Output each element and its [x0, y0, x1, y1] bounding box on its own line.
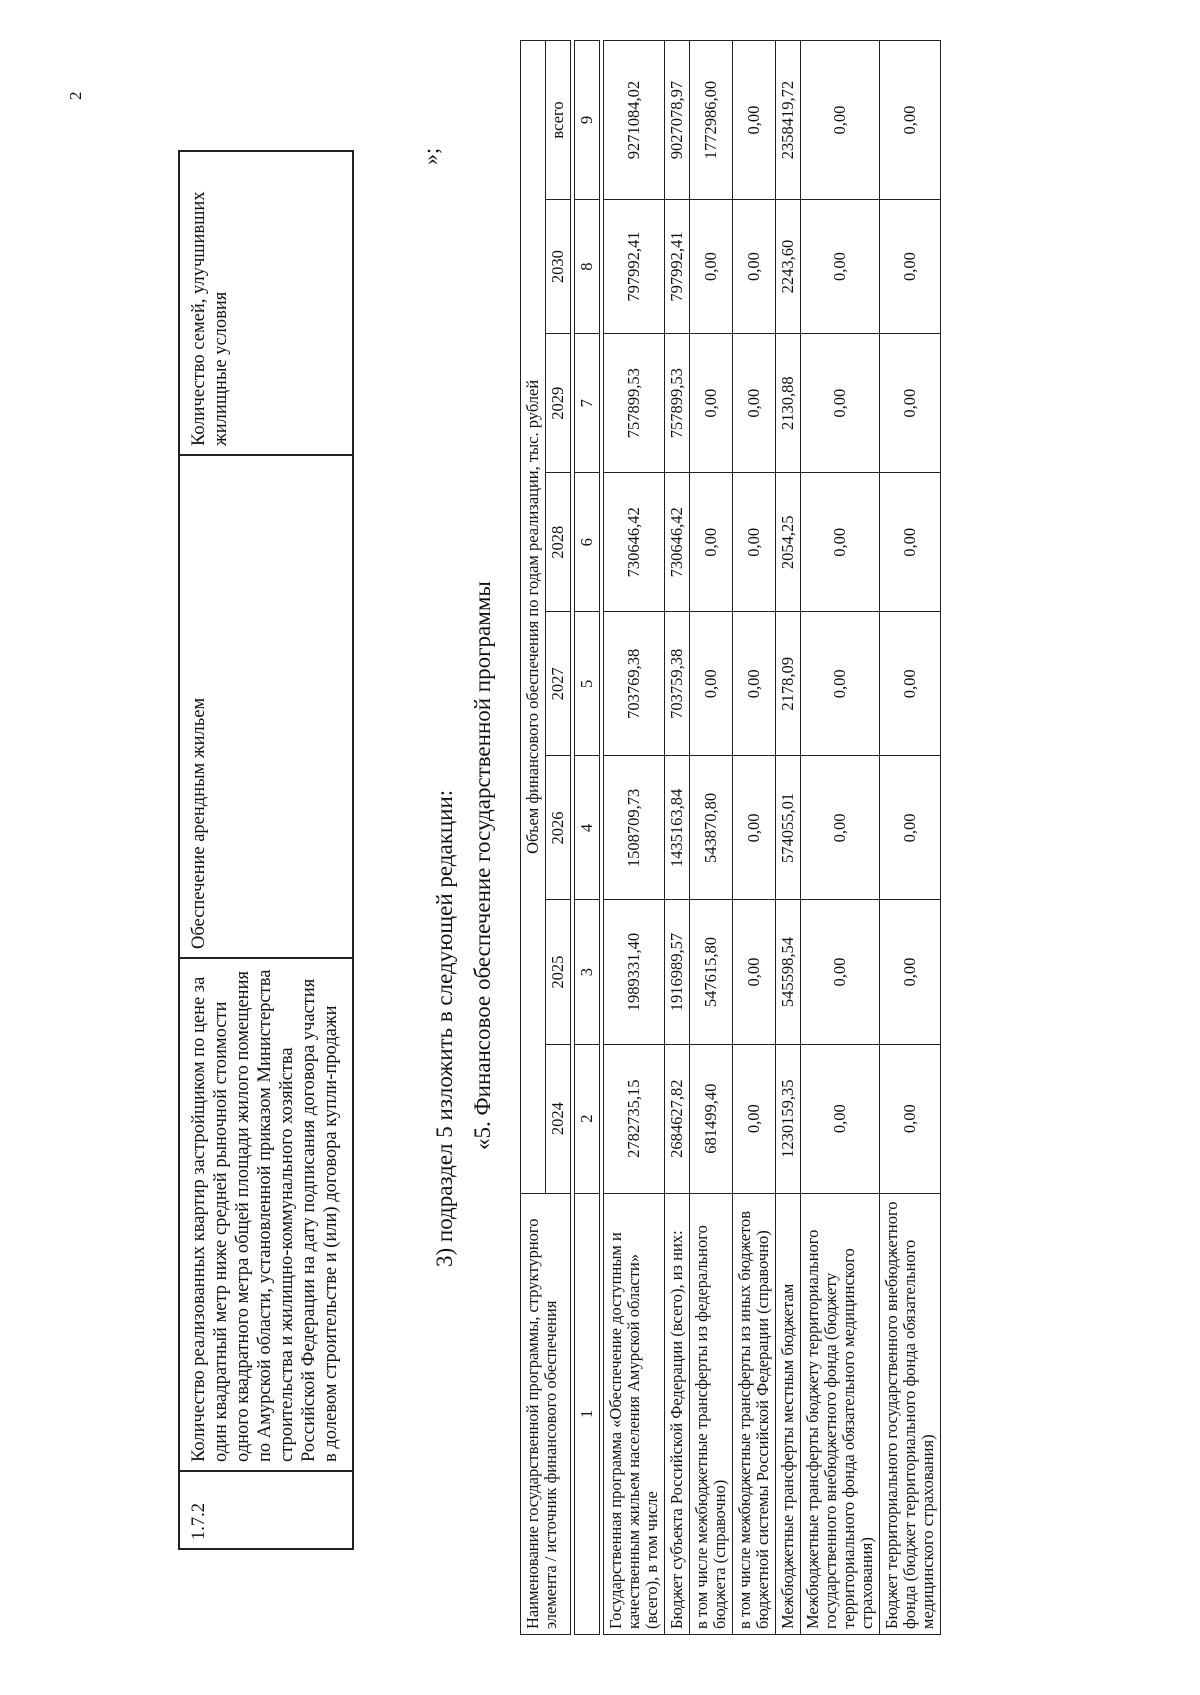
header-year: 2024 — [546, 1044, 571, 1193]
cell-2024: 0,00 — [733, 1044, 776, 1193]
column-number: 2 — [575, 1044, 600, 1193]
cell-2024: 2684627,82 — [665, 1044, 690, 1193]
table-row — [604, 41, 665, 1635]
cell-2024: 0,00 — [801, 1044, 880, 1193]
header-year: 2026 — [546, 756, 571, 900]
cell-2030: 2243,60 — [776, 199, 801, 333]
column-number: 5 — [575, 612, 600, 756]
cell-total: 2358419,72 — [776, 41, 801, 200]
row-name: Бюджет территориального государственного внебюджетного фонда (бюджет территориального фонда обязательного медицинского страхования) — [880, 1193, 941, 1634]
header-year: 2025 — [546, 900, 571, 1044]
section-title: «5. Финансовое обеспечение государственной программы — [470, 581, 495, 1150]
cell-2026: 574055,01 — [776, 756, 801, 900]
cell-2030: 0,00 — [880, 199, 941, 333]
column-number: 7 — [575, 334, 600, 473]
table-row — [733, 41, 776, 1635]
cell-2025: 1916989,57 — [665, 900, 690, 1044]
cell-2030: 0,00 — [690, 199, 733, 333]
cell-2024: 681499,40 — [690, 1044, 733, 1193]
header-year: 2027 — [546, 612, 571, 756]
finance-table — [520, 40, 941, 1635]
cell-2027: 2178,09 — [776, 612, 801, 756]
cell-2025: 0,00 — [733, 900, 776, 1044]
cell-2029: 0,00 — [801, 334, 880, 473]
indicator-task: Обеспечение арендным жильем — [179, 455, 353, 958]
cell-2027: 0,00 — [733, 612, 776, 756]
cell-2024: 1230159,35 — [776, 1044, 801, 1193]
cell-2030: 0,00 — [733, 199, 776, 333]
cell-2024: 0,00 — [880, 1044, 941, 1193]
header-total: всего — [546, 41, 571, 200]
column-number: 6 — [575, 473, 600, 612]
cell-2026: 1508709,73 — [604, 756, 665, 900]
cell-2027: 0,00 — [801, 612, 880, 756]
indicator-description: Количество реализованных квартир застройщиком по цене за один квадратный метр ниже средней рыночной стоимости одного квадратного метра общей площади жилого помещения по Амурской области, установленной приказом Министерства строительства и жилищно-коммунального хозяйства Российской Федерации на дату подписания договора участия в долевом строительстве и (или) договора купли-продажи — [179, 958, 353, 1471]
indicator-row — [179, 151, 353, 1549]
column-number: 3 — [575, 900, 600, 1044]
header-funding-group: Объем финансового обеспечения по годам реализации, тыс. рублей — [521, 41, 546, 1194]
page-number: 2 — [66, 91, 85, 100]
cell-2028: 0,00 — [733, 473, 776, 612]
row-name: в том числе межбюджетные трансферты из иных бюджетов бюджетной системы Российской Федерации (справочно) — [733, 1193, 776, 1634]
header-year: 2029 — [546, 334, 571, 473]
row-name: Межбюджетные трансферты местным бюджетам — [776, 1193, 801, 1634]
cell-2026: 0,00 — [733, 756, 776, 900]
closing-quote-mark: »; — [418, 147, 443, 165]
cell-2028: 0,00 — [880, 473, 941, 612]
header-year: 2028 — [546, 473, 571, 612]
cell-total: 0,00 — [801, 41, 880, 200]
cell-total: 9271084,02 — [604, 41, 665, 200]
cell-2025: 0,00 — [801, 900, 880, 1044]
table-row — [880, 41, 941, 1635]
cell-2027: 0,00 — [690, 612, 733, 756]
table-row — [776, 41, 801, 1635]
cell-2026: 0,00 — [880, 756, 941, 900]
column-numbers-row — [575, 41, 600, 1635]
row-name: Государственная программа «Обеспечение доступным и качественным жильем населения Амурской области» (всего), в том числе — [604, 1193, 665, 1634]
header-year: 2030 — [546, 199, 571, 333]
cell-2029: 0,00 — [733, 334, 776, 473]
table-row — [665, 41, 690, 1635]
cell-2025: 547615,80 — [690, 900, 733, 1044]
cell-2026: 0,00 — [801, 756, 880, 900]
cell-2025: 0,00 — [880, 900, 941, 1044]
row-name: Межбюджетные трансферты бюджету территориального государственного внебюджетного фонда (бюджету территориального фонда обязательного медицинского страхования) — [801, 1193, 880, 1634]
cell-2028: 0,00 — [690, 473, 733, 612]
cell-2030: 797992,41 — [604, 199, 665, 333]
indicator-result: Количество семей, улучшивших жилищные условия — [179, 151, 353, 455]
cell-2024: 2782735,15 — [604, 1044, 665, 1193]
cell-2027: 703769,38 — [604, 612, 665, 756]
cell-2030: 797992,41 — [665, 199, 690, 333]
column-number: 4 — [575, 756, 600, 900]
cell-2028: 730646,42 — [604, 473, 665, 612]
column-number: 9 — [575, 41, 600, 200]
cell-2026: 1435163,84 — [665, 756, 690, 900]
cell-2029: 757899,53 — [665, 334, 690, 473]
cell-2026: 543870,80 — [690, 756, 733, 900]
cell-2028: 730646,42 — [665, 473, 690, 612]
column-number: 8 — [575, 199, 600, 333]
cell-2029: 757899,53 — [604, 334, 665, 473]
cell-2028: 2054,25 — [776, 473, 801, 612]
cell-2030: 0,00 — [801, 199, 880, 333]
cell-2027: 0,00 — [880, 612, 941, 756]
indicator-table — [178, 150, 354, 1550]
cell-2027: 703759,38 — [665, 612, 690, 756]
cell-total: 0,00 — [880, 41, 941, 200]
indicator-number: 1.7.2 — [179, 1471, 353, 1549]
cell-2029: 0,00 — [690, 334, 733, 473]
table-row — [690, 41, 733, 1635]
header-name-column: Наименование государственной программы, структурного элемента / источник финансового обеспечения — [521, 1193, 571, 1634]
section-intro: 3) подраздел 5 изложить в следующей редакции: — [432, 789, 457, 1267]
cell-total: 0,00 — [733, 41, 776, 200]
cell-total: 1772986,00 — [690, 41, 733, 200]
cell-2025: 1989331,40 — [604, 900, 665, 1044]
column-number: 1 — [575, 1193, 600, 1634]
table-row — [801, 41, 880, 1635]
cell-2029: 0,00 — [880, 334, 941, 473]
cell-2028: 0,00 — [801, 473, 880, 612]
cell-2029: 2130,88 — [776, 334, 801, 473]
row-name: в том числе межбюджетные трансферты из федерального бюджета (справочно) — [690, 1193, 733, 1634]
cell-total: 9027078,97 — [665, 41, 690, 200]
cell-2025: 545598,54 — [776, 900, 801, 1044]
row-name: Бюджет субъекта Российской Федерации (всего), из них: — [665, 1193, 690, 1634]
